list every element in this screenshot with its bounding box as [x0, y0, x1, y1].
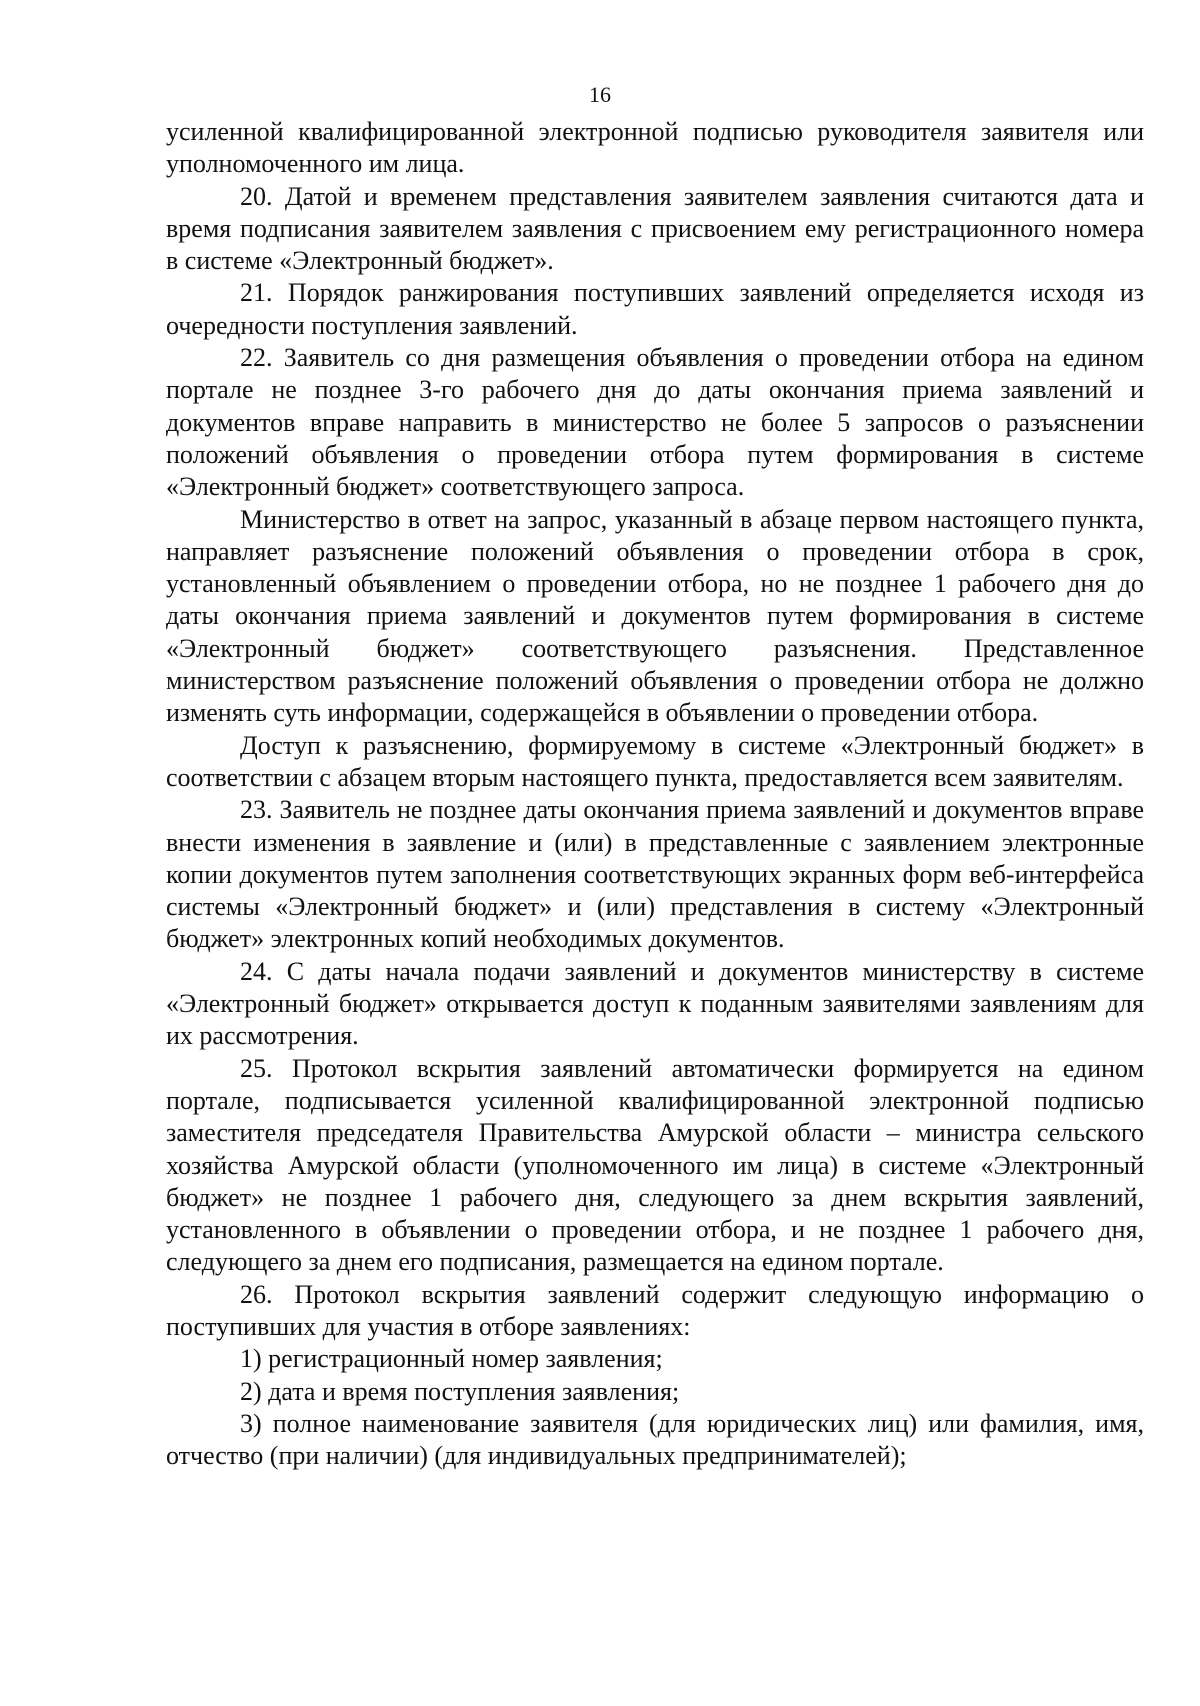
paragraph-item-24: 24. С даты начала подачи заявлений и документов министерству в системе «Электронный бюджет» открывается доступ к поданным заявителями заявлениям для их рассмотрения.: [166, 956, 1144, 1051]
paragraph-item-22-clarification: Министерство в ответ на запрос, указанный в абзаце первом настоящего пункта, направляет разъяснение положений объявления о проведении отбора в срок, установленный объявлением о проведении отбора, но не позднее 1 рабочего дня до даты окончания приема заявлений и документов путем формирования в системе «Электронный бюджет» соответствующего разъяснения. Представленное министерством разъяснение положений объявления о проведении отбора не должно изменять суть информации, содержащейся в объявлении о проведении отбора.: [166, 504, 1144, 728]
list-item-3: 3) полное наименование заявителя (для юридических лиц) или фамилия, имя, отчество (при наличии) (для индивидуальных предпринимателей);: [166, 1408, 1144, 1471]
paragraph-item-22: 22. Заявитель со дня размещения объявления о проведении отбора на едином портале не позднее 3-го рабочего дня до даты окончания приема заявлений и документов вправе направить в министерство не более 5 запросов о разъяснении положений объявления о проведении отбора путем формирования в системе «Электронный бюджет» соответствующего запроса.: [166, 343, 1144, 502]
paragraph-continuation: усиленной квалифицированной электронной подписью руководителя заявителя или уполномоченного им лица.: [166, 117, 1144, 179]
paragraph-item-21: 21. Порядок ранжирования поступивших заявлений определяется исходя из очередности поступления заявлений.: [166, 278, 1144, 340]
paragraph-item-23: 23. Заявитель не позднее даты окончания приема заявлений и документов вправе внести изменения в заявление и (или) в представленные с заявлением электронные копии документов путем заполнения соответствующих экранных форм веб-интерфейса системы «Электронный бюджет» и (или) представления в систему «Электронный бюджет» электронных копий необходимых документов.: [166, 795, 1144, 954]
list-item-1: 1) регистрационный номер заявления;: [240, 1344, 663, 1374]
list-item-2: 2) дата и время поступления заявления;: [240, 1376, 680, 1406]
paragraph-item-26: 26. Протокол вскрытия заявлений содержит следующую информацию о поступивших для участия в отборе заявлениях:: [166, 1279, 1144, 1341]
page-number: 16: [589, 82, 611, 107]
paragraph-item-20: 20. Датой и временем представления заявителем заявления считаются дата и время подписания заявителем заявления с присвоением ему регистрационного номера в системе «Электронный бюджет».: [166, 181, 1144, 276]
paragraph-item-25: 25. Протокол вскрытия заявлений автоматически формируется на едином портале, подписывается усиленной квалифицированной электронной подписью заместителя председателя Правительства Амурской области – министра сельского хозяйства Амурской области (уполномоченного им лица) в системе «Электронный бюджет» не позднее 1 рабочего дня, следующего за днем вскрытия заявлений, установленного в объявлении о проведении отбора, и не позднее 1 рабочего дня, следующего за днем его подписания, размещается на едином портале.: [166, 1053, 1144, 1277]
document-body: [166, 116, 1144, 1472]
paragraph-item-22-access: Доступ к разъяснению, формируемому в системе «Электронный бюджет» в соответствии с абзацем вторым настоящего пункта, предоставляется всем заявителям.: [166, 730, 1144, 792]
